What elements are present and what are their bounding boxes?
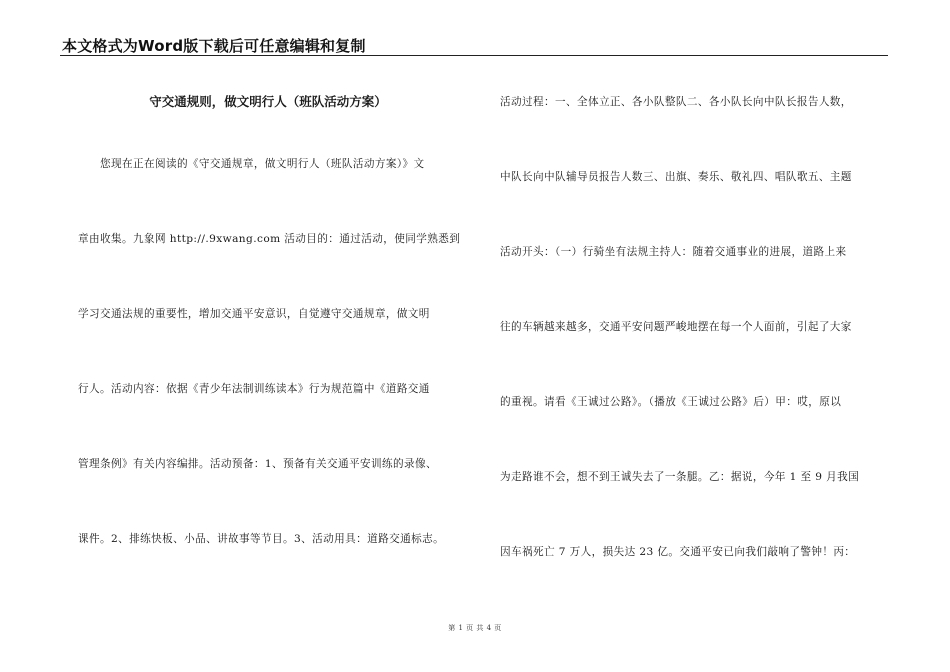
document-title: 守交通规则，做文明行人（班队活动方案） [149, 94, 387, 109]
document-banner: 本文格式为Word版下载后可任意编辑和复制 [62, 37, 366, 55]
page-number: 第 1 页 共 4 页 [448, 624, 502, 632]
paragraph-line: 因车祸死亡 7 万人，损失达 23 亿。交通平安已向我们敲响了警钟！丙： [500, 546, 856, 558]
paragraph-line: 课件。2、排练快板、小品、讲故事等节目。3、活动用具：道路交通标志。 [78, 533, 445, 545]
paragraph-line: 行人。活动内容：依据《青少年法制训练读本》行为规范篇中《道路交通 [78, 383, 430, 395]
paragraph-line: 活动过程：一、全体立正、各小队整队二、各小队长向中队长报告人数， [500, 96, 852, 108]
paragraph-line: 为走路谁不会，想不到王诚失去了一条腿。乙：据说，今年 1 至 9 月我国 [500, 471, 860, 483]
paragraph-line: 往的车辆越来越多，交通平安问题严峻地摆在每一个人面前，引起了大家 [500, 321, 852, 333]
paragraph-line: 活动开头：（一）行骑坐有法规主持人：随着交通事业的进展，道路上来 [500, 246, 847, 258]
paragraph-line: 章由收集。九象网 http://.9xwang.com 活动目的：通过活动，使同学熟悉到 [78, 233, 461, 245]
paragraph-line: 管理条例》有关内容编排。活动预备：1、预备有关交通平安训练的录像、 [78, 458, 437, 470]
paragraph-line: 中队长向中队辅导员报告人数三、出旗、奏乐、敬礼四、唱队歌五、主题 [500, 171, 852, 183]
paragraph-line: 您现在正在阅读的《守交通规章，做文明行人（班队活动方案）》文 [78, 158, 425, 170]
paragraph-line: 的重视。请看《王诚过公路》。（播放《王诚过公路》后）甲：哎，原以 [500, 396, 842, 408]
banner-divider [60, 55, 888, 56]
paragraph-line: 学习交通法规的重要性，增加交通平安意识，自觉遵守交通规章，做文明 [78, 308, 430, 320]
